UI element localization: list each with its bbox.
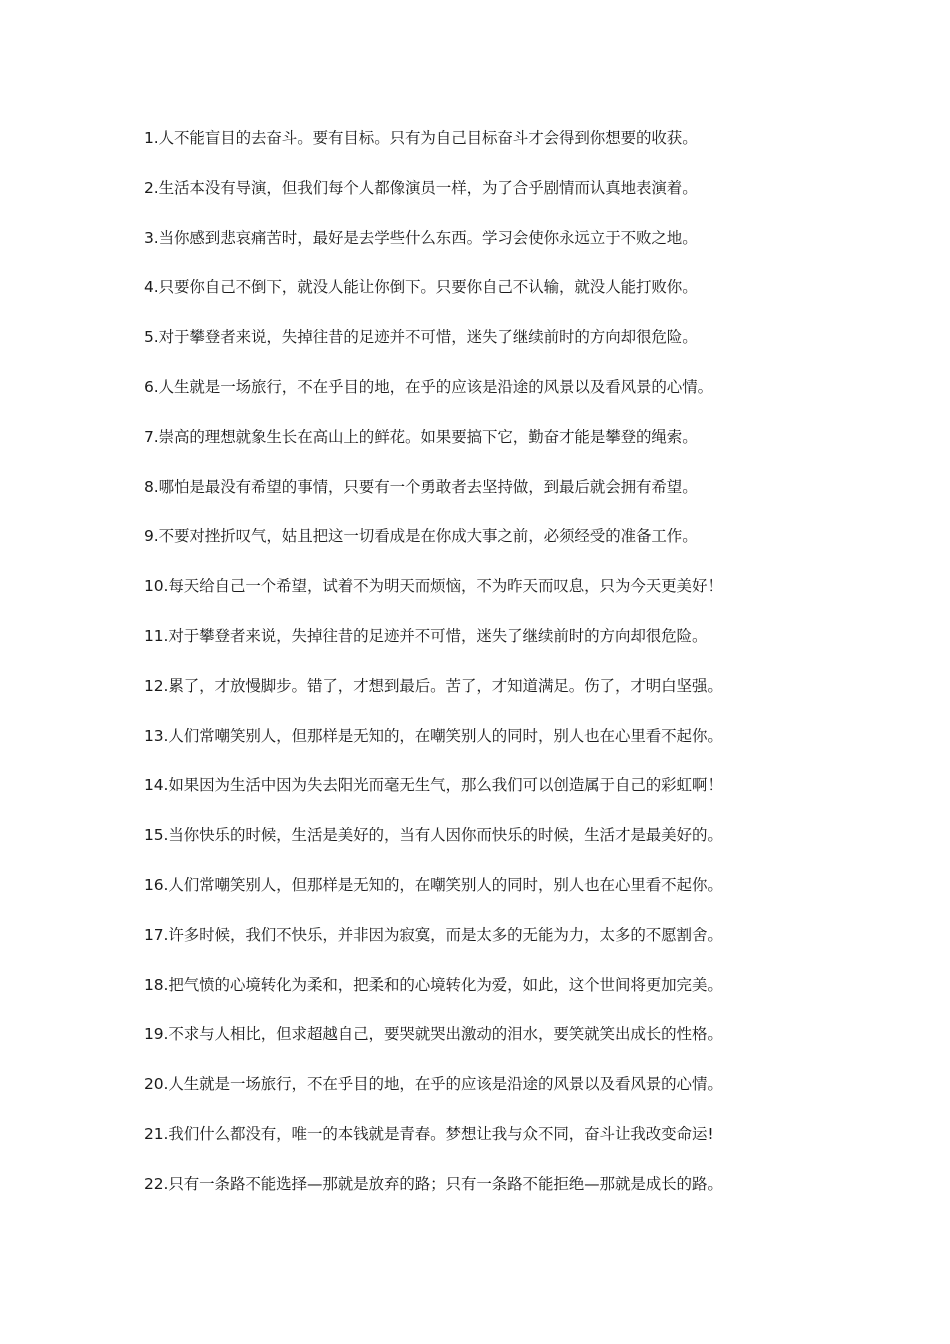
quote-line-21: 21.我们什么都没有，唯一的本钱就是青春。梦想让我与众不同，奋斗让我改变命运! <box>144 1124 714 1143</box>
quote-line-1: 1.人不能盲目的去奋斗。要有目标。只有为自己目标奋斗才会得到你想要的收获。 <box>144 129 698 147</box>
quote-line-12: 12.累了，才放慢脚步。错了，才想到最后。苦了，才知道满足。伤了，才明白坚强。 <box>144 676 723 695</box>
quote-line-10: 10.每天给自己一个希望，试着不为明天而烦恼，不为昨天而叹息，只为今天更美好！ <box>144 577 723 596</box>
quote-line-5: 5.对于攀登者来说，失掉往昔的足迹并不可惜，迷失了继续前时的方向却很危险。 <box>144 328 698 347</box>
quote-list <box>144 124 784 1220</box>
quote-line-9: 9.不要对挫折叹气，姑且把这一切看成是在你成大事之前，必须经受的准备工作。 <box>144 527 698 546</box>
quote-line-14: 14.如果因为生活中因为失去阳光而毫无生气，那么我们可以创造属于自己的彩虹啊！ <box>144 776 723 795</box>
quote-line-8: 8.哪怕是最没有希望的事情，只要有一个勇敢者去坚持做，到最后就会拥有希望。 <box>144 477 698 496</box>
quote-line-17: 17.许多时候，我们不快乐，并非因为寂寞，而是太多的无能为力，太多的不愿割舍。 <box>144 925 723 944</box>
quote-line-2: 2.生活本没有导演，但我们每个人都像演员一样，为了合乎剧情而认真地表演着。 <box>144 178 698 197</box>
quote-line-6: 6.人生就是一场旅行，不在乎目的地，在乎的应该是沿途的风景以及看风景的心情。 <box>144 377 713 396</box>
quote-line-11: 11.对于攀登者来说，失掉往昔的足迹并不可惜，迷失了继续前时的方向却很危险。 <box>144 626 708 645</box>
quote-line-4: 4.只要你自己不倒下，就没人能让你倒下。只要你自己不认输，就没人能打败你。 <box>144 278 698 297</box>
quote-line-22: 22.只有一条路不能选择—那就是放弃的路；只有一条路不能拒绝—那就是成长的路。 <box>144 1174 723 1193</box>
quote-line-19: 19.不求与人相比，但求超越自己，要哭就哭出激动的泪水，要笑就笑出成长的性格。 <box>144 1025 723 1044</box>
quote-line-20: 20.人生就是一场旅行，不在乎目的地，在乎的应该是沿途的风景以及看风景的心情。 <box>144 1075 723 1094</box>
quote-line-16: 16.人们常嘲笑别人，但那样是无知的，在嘲笑别人的同时，别人也在心里看不起你。 <box>144 875 723 894</box>
quote-line-18: 18.把气愤的心境转化为柔和，把柔和的心境转化为爱，如此，这个世间将更加完美。 <box>144 975 723 994</box>
quote-line-7: 7.崇高的理想就象生长在高山上的鲜花。如果要搞下它，勤奋才能是攀登的绳索。 <box>144 427 698 446</box>
quote-line-3: 3.当你感到悲哀痛苦时，最好是去学些什么东西。学习会使你永远立于不败之地。 <box>144 228 698 247</box>
quote-line-15: 15.当你快乐的时候，生活是美好的，当有人因你而快乐的时候，生活才是最美好的。 <box>144 826 723 845</box>
quote-line-13: 13.人们常嘲笑别人，但那样是无知的，在嘲笑别人的同时，别人也在心里看不起你。 <box>144 726 723 745</box>
